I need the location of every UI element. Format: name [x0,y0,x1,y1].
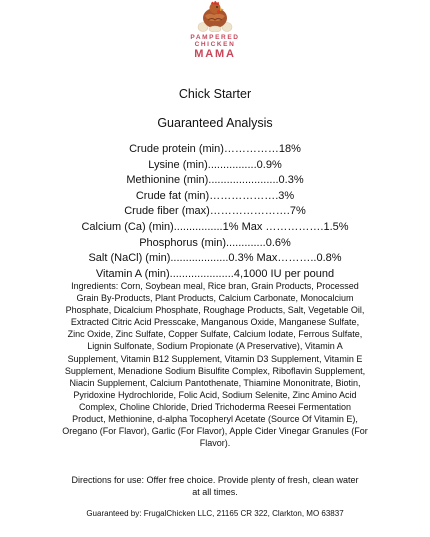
analysis-row: Methionine (min).......................0.3% [126,174,304,187]
guaranteed-by-text: Guaranteed by: FrugalChicken LLC, 21165 CR 322, Clarkton, MO 63837 [86,509,344,518]
analysis-row: Crude fiber (max)………………….7% [124,205,306,218]
analysis-row: Lysine (min)................0.9% [148,158,282,171]
brand-name-line-1: PAMPERED [190,34,240,41]
guaranteed-analysis-list [0,142,430,282]
brand-logo [0,0,430,70]
analysis-row: Crude protein (min)……………18% [129,143,301,155]
analysis-row: Calcium (Ca) (min)................1% Max …………….1.5% [81,220,349,233]
brand-name-line-2: CHICKEN [194,41,236,48]
ingredients-text: Ingredients: Corn, Soybean meal, Rice bran, Grain Products, Processed Grain By-Products, Plant Products, Calcium Carbonate, Monocalcium Phosphate, Dicalcium Phosphate, Roughage Products, Salt, Vegetable Oil, Extracted Citric Acid Presscake, Manganous Oxide, Manganese Sulfate, Zinc Oxide, Zinc Sulfate, Copper Sulfate, Calcium Iodate, Ferrous Sulfate, Lignin Sulfonate, Sodium Propionate (A Preservative), Vitamin A Supplement, Vitamin B12 Supplement, Vitamin D3 Supplement, Vitamin E Supplement, Menadione Sodium Bisulfite Complex, Riboflavin Supplement, Niacin Supplement, Calcium Pantothenate, Thiamine Mononitrate, Biotin, Pyridoxine Hydrochloride, Folic Acid, Sodium Selenite, Zinc Amino Acid Complex, Choline Chloride, Dried Trichoderma Reesei Fermentation Product, Methionine, d-alpha Tocopheryl Acetate (Source Of Vitamin E), Oregano (For Flavor), Garlic (For Flavor), Apple Cider Vinegar Granules (For Flavor). [62,281,368,449]
section-title: Guaranteed Analysis [157,116,273,130]
analysis-row: Crude fat (min)……………….3% [135,189,295,202]
brand-name-line-3: MAMA [194,48,236,60]
product-title: Chick Starter [178,87,252,101]
analysis-row: Vitamin A (min).....................4,1000 IU per pound [95,267,335,280]
analysis-row: Salt (NaCl) (min)...................0.3% Max………..0.8% [88,252,342,265]
directions-text: Directions for use: Offer free choice. Provide plenty of fresh, clean water at all times. [71,475,359,497]
hen-with-eggs-icon [194,0,236,32]
analysis-row: Phosphorus (min).............0.6% [139,236,291,249]
